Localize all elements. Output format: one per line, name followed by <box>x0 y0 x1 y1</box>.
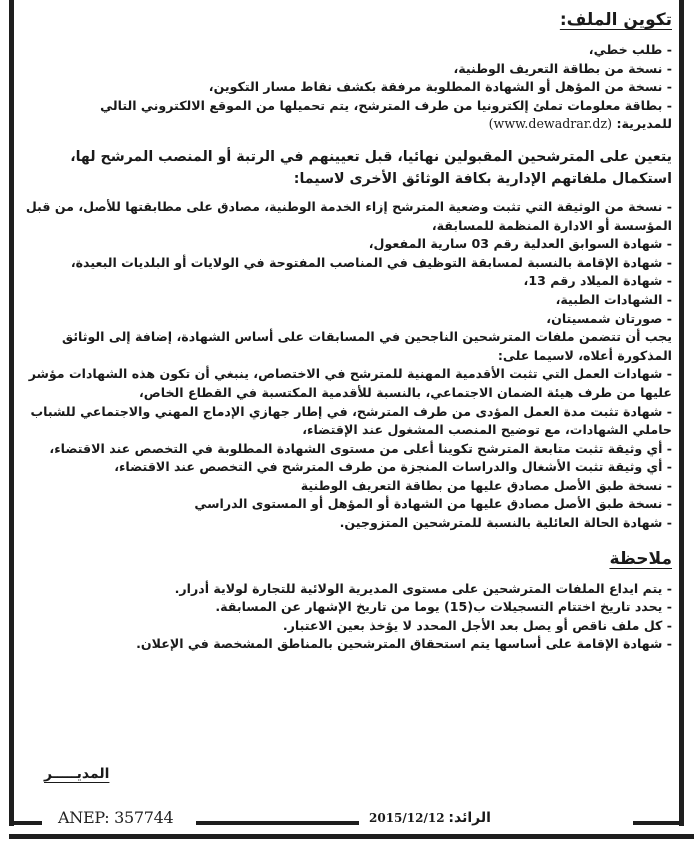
final-docs-intro: يتعين على المترشحين المقبولين نهائيا، قبل تعيينهم في الرتبة أو المنصب المرشح لها، استكمال ملفاتهم الإدارية بكافة الوثائق الأخرى لاسيما: <box>70 148 672 187</box>
list-item: - أي وثيقة تثبت الأشغال والدراسات المنجزة من طرف المترشح في التخصص عند الاقتضاء، <box>114 459 672 475</box>
list-item: - يتم ايداع الملفات المترشحين على مستوى المديرية الولائية للتجارة لولاية أدرار. <box>174 580 672 596</box>
list-item: - شهادات العمل التي تثبت الأقدمية المهنية للمترشح في الاختصاص، ينبغي أن تكون هذه الشهادات مؤشر عليها من طرف هيئة الضمان الاجتماعي، بالنسبة للأقدمية المكتسبة في القطاع الخاص، <box>28 366 672 400</box>
footer-rule-right <box>633 821 684 825</box>
list-item: - نسخة من الوثيقة التي تثبت وضعية المترشح إزاء الخدمة الوطنية، مصادق على مطابقتها للأصل، من قبل المؤسسة أو الادارة المنظمة للمسابقة، <box>25 198 672 233</box>
footer-rule-middle <box>196 821 359 825</box>
list-item: - أي وثيقة تثبت متابعة المترشح تكوينا أعلى من مستوى الشهادة المطلوبة في التخصص عند الاقتضاء، <box>49 440 672 456</box>
list-item: - شهادة السوابق العدلية رقم 03 سارية المفعول، <box>368 236 672 252</box>
publication-label: الرائد: <box>448 810 491 826</box>
note-list <box>22 580 672 654</box>
final-docs-list <box>22 198 672 328</box>
list-item: - شهادة تثبت مدة العمل المؤدى من طرف المترشح، في إطار جهازي الإدماج المهني والاجتماعي للشباب حاملي الشهادات، مع توضيح المنصب المشغول عند الإقتضاء، <box>30 403 672 438</box>
list-item: - نسخة من بطاقة التعريف الوطنية، <box>453 60 672 76</box>
list-item: - كل ملف ناقص أو يصل بعد الأجل المحدد لا يؤخذ بعين الاعتبار. <box>282 617 672 633</box>
exam-docs-list <box>22 365 672 532</box>
list-item-continuation <box>22 115 672 134</box>
list-item: - شهادة الإقامة بالنسبة لمسابقة التوظيف في المناصب المفتوحة في الولايات أو البلديات البعيدة، <box>70 254 672 270</box>
file-composition-list <box>22 41 672 134</box>
footer-rule-left <box>9 821 42 825</box>
announcement-body <box>22 4 672 654</box>
frame-right-border <box>679 0 684 826</box>
publication-date: 2015/12/12 <box>369 811 445 825</box>
list-item: - نسخة من المؤهل أو الشهادة المطلوبة مرفقة بكشف نقاط مسار التكوين، <box>208 79 672 95</box>
list-item: - شهادة الإقامة على أساسها يتم استحقاق المترشحين بالمناطق المشخصة في الإعلان. <box>136 636 672 652</box>
list-item: - شهادة الميلاد رقم 13، <box>523 273 672 289</box>
list-item: - طلب خطي، <box>588 42 672 57</box>
footer-bar <box>9 808 684 832</box>
note-heading: ملاحظة <box>609 548 672 569</box>
bottom-rule <box>9 834 694 839</box>
list-item: - بطاقة معلومات تملئ إلكترونيا من طرف المترشح، يتم تحميلها من الموقع الالكتروني التالي <box>100 97 672 113</box>
director-signature: المديـــــر <box>44 766 110 782</box>
list-item: - شهادة الحالة العائلية بالنسبة للمترشحين المتزوجين. <box>339 515 672 531</box>
file-composition-heading: تكوين الملف: <box>559 10 672 30</box>
anep-reference: ANEP: 357744 <box>58 808 174 827</box>
list-item: - نسخة طبق الأصل مصادق عليها من الشهادة أو المؤهل أو المستوى الدراسي <box>194 496 672 512</box>
directorate-label: للمديرية: <box>616 116 672 132</box>
list-item: - صورتان شمسيتان، <box>546 310 672 326</box>
list-item: - الشهادات الطبية، <box>555 291 672 307</box>
website-link[interactable]: (www.dewadrar.dz) <box>488 116 613 132</box>
list-item: - نسخة طبق الأصل مصادق عليها من بطاقة التعريف الوطنية <box>300 477 672 493</box>
list-item: - يحدد تاريخ اختتام التسجيلات ب(15) يوما من تاريخ الإشهار عن المسابقة. <box>215 599 672 615</box>
publication-info <box>369 810 491 826</box>
exam-docs-intro: يجب أن تتضمن ملفات المترشحين الناجحين في المسابقات على أساس الشهادة، إضافة إلى الوثائق المذكورة أعلاه، لاسيما على: <box>61 329 672 363</box>
frame-left-border <box>9 0 14 826</box>
section-spacer <box>22 533 672 547</box>
